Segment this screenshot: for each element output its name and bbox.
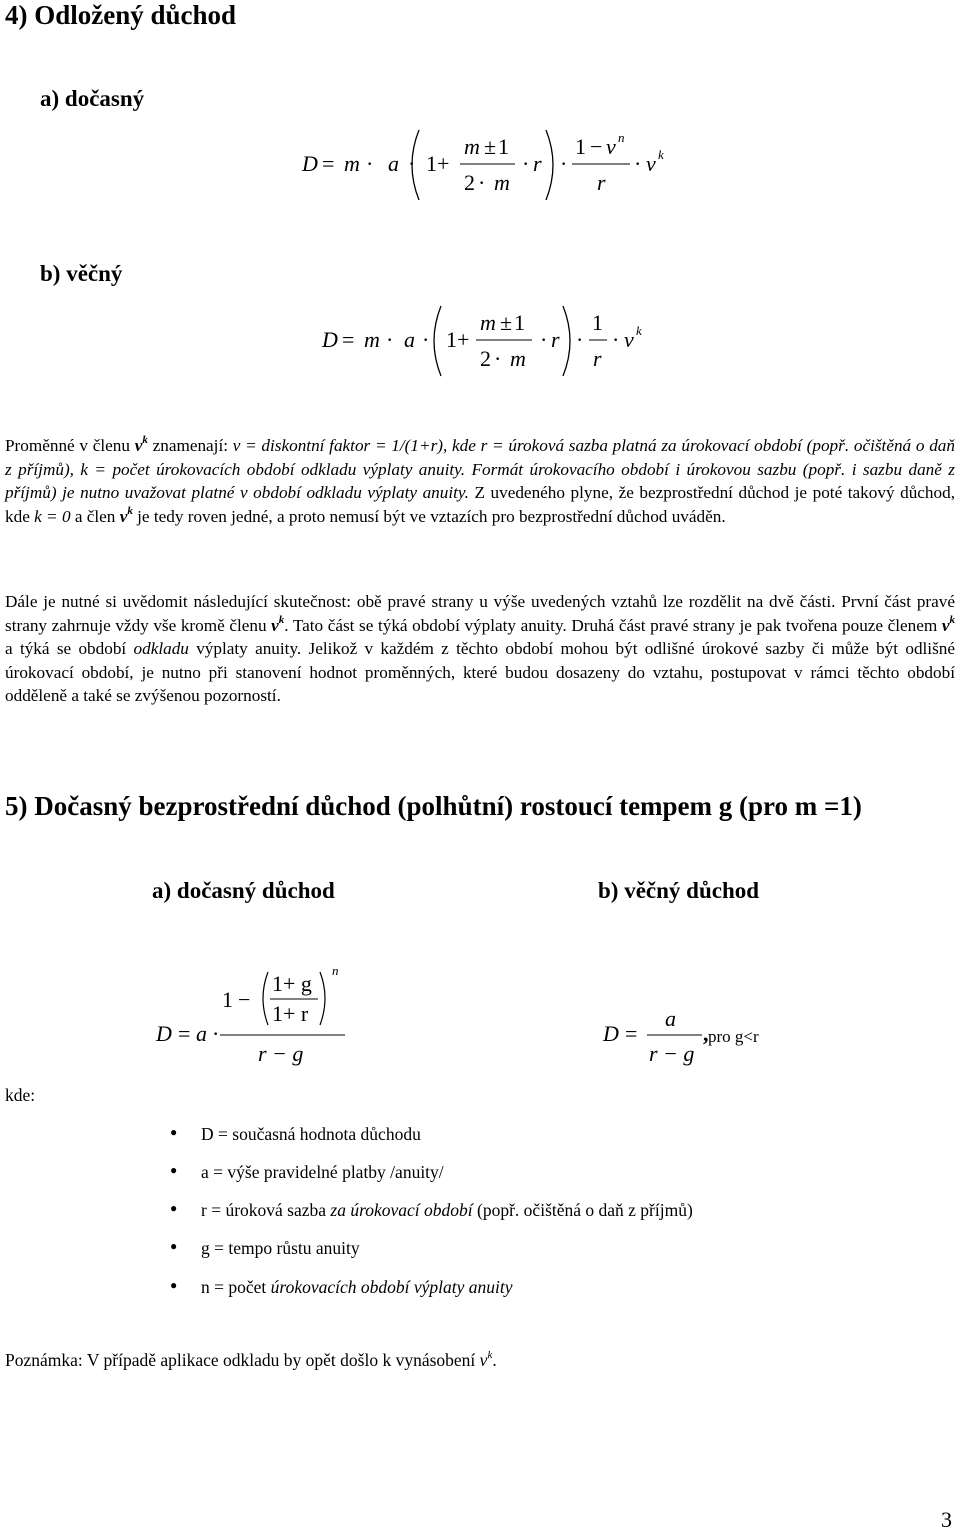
definition-italic: za úrokovací období: [330, 1200, 473, 1220]
formula-deferred-temporary: [290, 122, 710, 212]
formula-one-plus: 1+: [426, 151, 450, 176]
definition-text: n = počet: [201, 1277, 271, 1297]
section-4b-heading: b) věčný: [40, 261, 123, 286]
p1-definition-italic: v = diskontní faktor = 1/(1+r), kde r = úroková sazba platná za úrokovací období (popř. očištěná o daň z příjmů), k = počet úrokovacích období odkladu výplaty anuity. Formát úrokovacího období i úrokovou sazbu (popř. i sazbu daně z příjmů) je nutno uvažovat platné v období odkladu výplaty anuity.: [5, 436, 955, 503]
p2-v: v: [941, 615, 950, 635]
section-4-heading: 4) Odložený důchod: [5, 0, 237, 30]
formula-eq: =: [322, 151, 335, 176]
frac-num-m: m: [480, 310, 496, 335]
formula-dot: ·: [422, 327, 430, 352]
frac2-num-1: 1: [575, 134, 586, 159]
formula-growing-temporary: [150, 955, 360, 1075]
frac2-exp-n: n: [618, 130, 625, 145]
section-5b-heading: b) věčný důchod: [598, 878, 760, 903]
formula-one-plus: 1+: [446, 327, 470, 352]
outer-den: r − g: [258, 1041, 304, 1066]
p2-v: v: [271, 615, 279, 635]
note: [5, 1350, 497, 1371]
definition-text: D = současná hodnota důchodu: [201, 1124, 421, 1144]
formula-var-D: D: [603, 1021, 619, 1046]
section-5-heading: 5) Dočasný bezprostřední důchod (polhůtní) rostoucí tempem g (pro m =1): [5, 791, 862, 821]
p2-text-e: výplaty anuity. Jelikož v každém z těchto období mohou být odlišné úrokové sazby či může být odlišné úrokovací období, je nutno při stanovení hodnot proměnných, které budou dosazeny do vztahu, postupovat v rámci těchto období odděleně a také se zvýšenou pozorností.: [5, 639, 955, 706]
formula-eq: =: [178, 1021, 191, 1046]
formula-dot: ·: [576, 327, 584, 352]
formula-var-D: D: [302, 151, 318, 176]
p1-text-b: znamenají:: [147, 436, 233, 455]
exp-n: n: [332, 963, 339, 978]
formula-var-D: D: [322, 327, 338, 352]
formula-var-r: r: [551, 327, 560, 352]
formula-var-a: a: [196, 1021, 207, 1046]
inner-den: 1+ r: [272, 1001, 309, 1026]
right-paren: [563, 306, 570, 376]
p1-k: k: [127, 505, 133, 518]
definition-text: g = tempo růstu anuity: [201, 1238, 360, 1258]
formula-var-m: m: [344, 151, 360, 176]
formula-deferred-perpetual: [310, 298, 690, 388]
formula-dot: ·: [494, 346, 502, 371]
formula-condition: pro g<r: [708, 1027, 759, 1046]
frac-den-m: m: [510, 346, 526, 371]
formula-dot: ·: [408, 151, 416, 176]
p2-k: k: [278, 613, 285, 626]
note-k: k: [487, 1349, 493, 1362]
frac-num-a: a: [665, 1006, 676, 1031]
p1-text-d: Z uvedeného plyne, že bezprostřední důchod je poté takový důchod, kde: [5, 483, 955, 526]
section-5a-heading: a) dočasný důchod: [152, 878, 335, 903]
frac2-den-r: r: [593, 346, 602, 371]
formula-eq: =: [625, 1021, 638, 1046]
definition-italic: úrokovacích období výplaty anuity: [270, 1277, 513, 1297]
p1-v: v: [134, 436, 143, 455]
explanation-paragraph-2: [5, 590, 955, 708]
definition-text: (popř. očištěná o daň z příjmů): [472, 1200, 693, 1220]
formula-var-a: a: [404, 327, 415, 352]
p1-text-g: je tedy roven jedné, a proto nemusí být ve vztazích pro bezprostřední důchod uváděn.: [132, 506, 726, 526]
formula-var-v: v: [624, 327, 634, 352]
frac-num-pm: ±: [500, 310, 513, 335]
right-paren: [546, 130, 553, 200]
frac-den-2: 2: [464, 170, 475, 195]
p1-text-f: a člen: [70, 506, 120, 526]
where-label: kde:: [5, 1085, 36, 1105]
formula-dot: ·: [478, 170, 486, 195]
left-paren: [434, 306, 441, 376]
formula-comma: ,: [703, 1021, 709, 1046]
frac2-den-r: r: [597, 170, 606, 195]
formula-var-a: a: [388, 151, 399, 176]
formula-dot: ·: [212, 1021, 220, 1046]
p2-text-c: a týká se období: [5, 639, 134, 659]
note-end: .: [492, 1350, 497, 1370]
frac-num-m: m: [464, 134, 480, 159]
formula-exp-k: k: [636, 323, 642, 338]
p1-k: k: [142, 434, 148, 447]
formula-var-D: D: [156, 1021, 172, 1046]
formula-dot: ·: [560, 151, 568, 176]
formula-dot: ·: [386, 327, 394, 352]
formula-dot: ·: [522, 151, 530, 176]
formula-eq: =: [342, 327, 355, 352]
inner-num: 1+ g: [272, 971, 312, 996]
frac-num-pm: ±: [484, 134, 497, 159]
formula-var-r: r: [533, 151, 542, 176]
explanation-paragraph-1: [5, 434, 955, 528]
formula-dot: ·: [612, 327, 620, 352]
p2-text-a: Dále je nutné si uvědomit následující skutečnost: obě pravé strany u výše uvedených vztahů lze rozdělit na dvě části. První část pravé strany zahrnuje vždy vše kromě členu: [5, 592, 955, 635]
formula-dot: ·: [634, 151, 642, 176]
definition-text: r = úroková sazba: [201, 1200, 331, 1220]
inner-left-paren: [263, 972, 268, 1025]
p2-k: k: [949, 613, 955, 626]
note-v: v: [479, 1350, 488, 1370]
p2-odkladu: odkladu: [133, 639, 189, 659]
frac-num-1: 1: [514, 310, 525, 335]
frac2-v: v: [606, 134, 616, 159]
frac-den-m: m: [494, 170, 510, 195]
outer-num-1: 1: [222, 987, 233, 1012]
p1-v: v: [119, 506, 128, 526]
frac-num-1: 1: [498, 134, 509, 159]
outer-num-minus: −: [238, 987, 251, 1012]
formula-dot: ·: [540, 327, 548, 352]
formula-exp-k: k: [658, 147, 664, 162]
p2-text-b: . Tato část se týká období výplaty anuity. Druhá část pravé strany je pak tvořena pouze členem: [284, 615, 942, 635]
frac-den: r − g: [649, 1041, 695, 1066]
note-text: Poznámka: V případě aplikace odkladu by opět došlo k vynásobení: [5, 1350, 480, 1370]
frac2-minus: −: [590, 134, 603, 159]
p1-k-zero: k = 0: [34, 506, 71, 526]
frac2-num-1: 1: [592, 310, 603, 335]
page-number: 3: [941, 1507, 952, 1532]
frac-den-2: 2: [480, 346, 491, 371]
p1-text-a: Proměnné v členu: [5, 436, 135, 455]
formula-dot: ·: [366, 151, 374, 176]
formula-growing-perpetual: [595, 1000, 795, 1075]
inner-right-paren: [320, 972, 325, 1025]
section-4a-heading: a) dočasný: [40, 86, 145, 111]
formula-var-v: v: [646, 151, 656, 176]
formula-var-m: m: [364, 327, 380, 352]
definition-text: a = výše pravidelné platby /anuity/: [201, 1162, 444, 1182]
